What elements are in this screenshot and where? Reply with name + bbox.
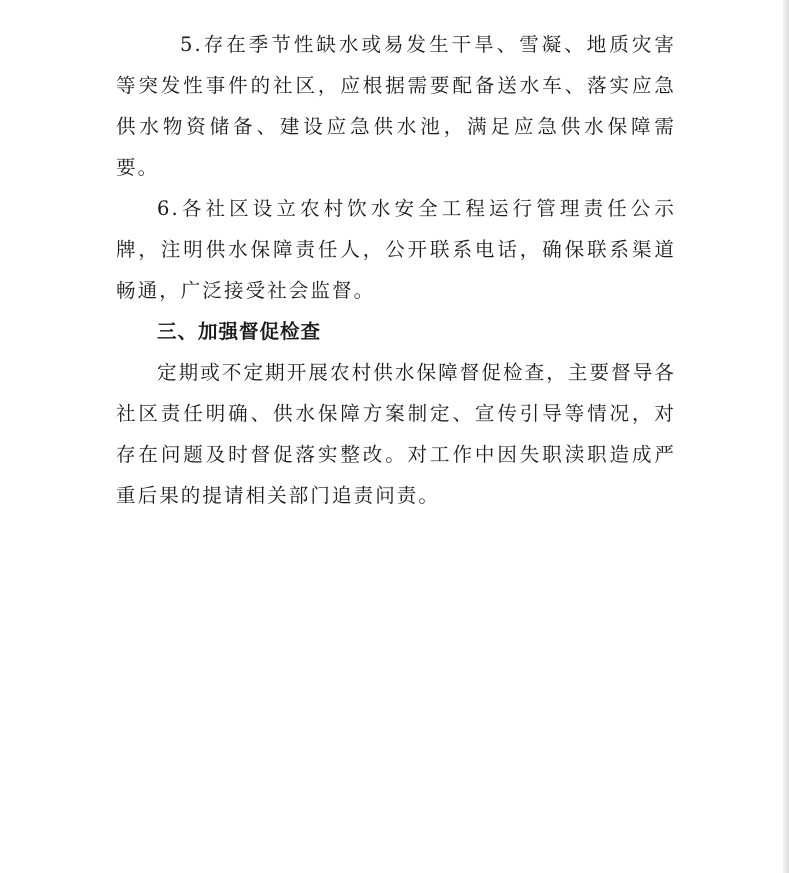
document-body — [116, 24, 676, 516]
paragraph-item-5: 5.存在季节性缺水或易发生干旱、雪凝、地质灾害等突发性事件的社区，应根据需要配备送水车、落实应急供水物资储备、建设应急供水池，满足应急供水保障需要。 — [116, 33, 676, 179]
section-heading-3: 三、加强督促检查 — [157, 320, 322, 343]
paragraph-section-3: 定期或不定期开展农村供水保障督促检查，主要督导各社区责任明确、供水保障方案制定、宣传引导等情况，对存在问题及时督促落实整改。对工作中因失职渎职造成严重后果的提请相关部门追责问责。 — [116, 361, 676, 507]
page-edge-shadow — [783, 0, 789, 873]
paragraph-item-6: 6.各社区设立农村饮水安全工程运行管理责任公示牌，注明供水保障责任人，公开联系电话，确保联系渠道畅通，广泛接受社会监督。 — [116, 197, 676, 302]
